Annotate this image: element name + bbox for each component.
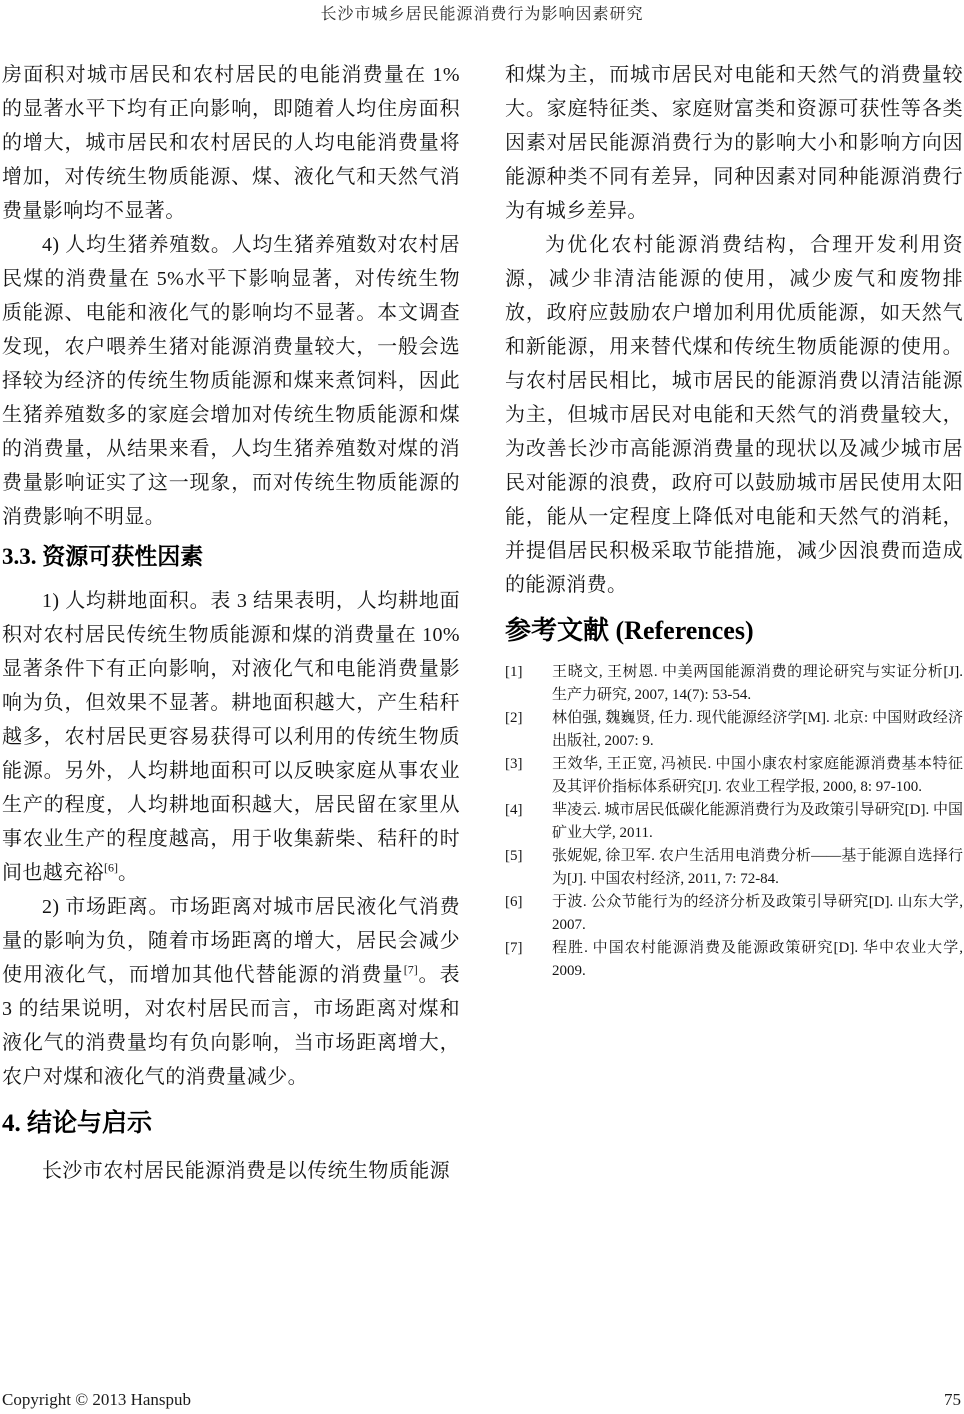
reference-text: 林伯强, 魏巍贤, 任力. 现代能源经济学[M]. 北京: 中国财政经济出版社, 2007: 9. [552,710,963,749]
reference-text: 于波. 公众节能行为的经济分析及政策引导研究[D]. 山东大学, 2007. [552,894,963,933]
reference-number: [3] [505,756,523,772]
citation-ref-7: [7] [403,962,418,977]
paragraph-conclusion-start: 长沙市农村居民能源消费是以传统生物质能源 [42,1160,450,1182]
section-heading-4 [2,1109,460,1138]
reference-item [505,707,963,753]
reference-number: [4] [505,802,523,818]
reference-text: 程胜. 中国农村能源消费及能源政策研究[D]. 华中农业大学, 2009. [552,940,963,979]
reference-number: [5] [505,848,523,864]
running-header [0,1,964,24]
reference-text: 王晓文, 王树恩. 中美两国能源消费的理论研究与实证分析[J]. 生产力研究, 2007, 14(7): 53-54. [552,664,963,703]
paragraph-text: 1) 人均耕地面积。表 3 结果表明，人均耕地面积对农村居民传统生物质能源和煤的消费量在 10%显著条件下有正向影响，对液化气和电能消费量影响为负，但效果不显著。耕地面积越大，产生秸秆越多，农村居民更容易获得可以利用的传统生物质能源。另外，人均耕地面积可以反映家庭从事农业生产的程度，人均耕地面积越大，居民留在家里从事农业生产的程度越高，用于收集薪柴、秸秆的时间也越充裕 [2,590,460,884]
references-heading [505,614,963,647]
reference-number: [1] [505,664,523,680]
reference-item [505,753,963,799]
paragraph-text: 2) 市场距离。市场距离对城市居民液化气消费量的影响为负，随着市场距离的增大，居民会减少使用液化气，而增加其他代替能源的消费量 [2,896,460,986]
left-column [2,58,460,1188]
page-title: 长沙市城乡居民能源消费行为影响因素研究 [320,6,644,23]
citation-ref-6: [6] [104,860,118,875]
reference-item [505,845,963,891]
reference-text: 芈凌云. 城市居民低碳化能源消费行为及政策引导研究[D]. 中国矿业大学, 2011. [552,802,963,841]
reference-item [505,799,963,845]
section-title: 结论与启示 [27,1109,153,1137]
reference-item [505,937,963,983]
paragraph-housing-continuation: 房面积对城市居民和农村居民的电能消费量在 1%的显著水平下均有正向影响，即随着人均住房面积的增大，城市居民和农村居民的人均电能消费量将增加，对传统生物质能源、煤、液化气和天然气消费量影响均不显著。 [2,64,460,222]
right-column [505,58,963,1188]
page-number: 75 [944,1390,961,1409]
reference-item [505,891,963,937]
paragraph-pig-raising: 4) 人均生猪养殖数。人均生猪养殖数对农村居民煤的消费量在 5%水平下影响显著，对传统生物质能源、电能和液化气的影响均不显著。本文调查发现，农户喂养生猪对能源消费量较大，一般会选择较为经济的传统生物质能源和煤来煮饲料，因此生猪养殖数多的家庭会增加对传统生物质能源和煤的消费量，从结果来看，人均生猪养殖数对煤的消费量影响证实了这一现象，而对传统生物质能源的消费影响不明显。 [2,234,460,528]
section-heading-3-3 [2,543,460,570]
page-footer [2,1390,961,1410]
reference-text: 张妮妮, 徐卫军. 农户生活用电消费分析——基于能源自选择行为[J]. 中国农村经济, 2011, 7: 72-84. [552,848,963,887]
paragraph-conclusion-continuation: 和煤为主，而城市居民对电能和天然气的消费量较大。家庭特征类、家庭财富类和资源可获性等各类因素对居民能源消费行为的影响大小和影响方向因能源种类不同有差异，同种因素对同种能源消费行为有城乡差异。 [505,64,963,222]
section-title: 资源可获性因素 [42,543,204,569]
paragraph-text: 。 [118,862,139,884]
reference-number: [7] [505,940,523,956]
references-list [505,661,963,983]
section-number: 4. [2,1110,21,1137]
references-heading-en: (References) [615,616,754,645]
copyright-text: Copyright © 2013 Hanspub [2,1390,192,1409]
paragraph-arable-land [2,584,460,890]
references-heading-zh: 参考文献 [505,615,610,645]
two-column-body [2,58,962,1188]
paragraph-policy-suggestions: 为优化农村能源消费结构，合理开发利用资源，减少非清洁能源的使用，减少废气和废物排放，政府应鼓励农户增加利用优质能源，如天然气和新能源，用来替代煤和传统生物质能源的使用。与农村居民相比，城市居民的能源消费以清洁能源为主，但城市居民对电能和天然气的消费量较大，为改善长沙市高能源消费量的现状以及减少城市居民对能源的浪费，政府可以鼓励城市居民使用太阳能，能从一定程度上降低对电能和天然气的消耗，并提倡居民积极采取节能措施，减少因浪费而造成的能源消费。 [505,234,963,596]
reference-number: [2] [505,710,523,726]
reference-text: 王效华, 王正宽, 冯祯民. 中国小康农村家庭能源消费基本特征及其评价指标体系研究[J]. 农业工程学报, 2000, 8: 97-100. [552,756,963,795]
paragraph-text: 。表 3 的结果说明，对农村居民而言，市场距离对煤和液化气的消费量均有负向影响，当市场距离增大，农户对煤和液化气的消费量减少。 [2,964,460,1088]
section-number: 3.3. [2,544,37,569]
reference-number: [6] [505,894,523,910]
reference-item [505,661,963,707]
paragraph-market-distance [2,890,460,1094]
